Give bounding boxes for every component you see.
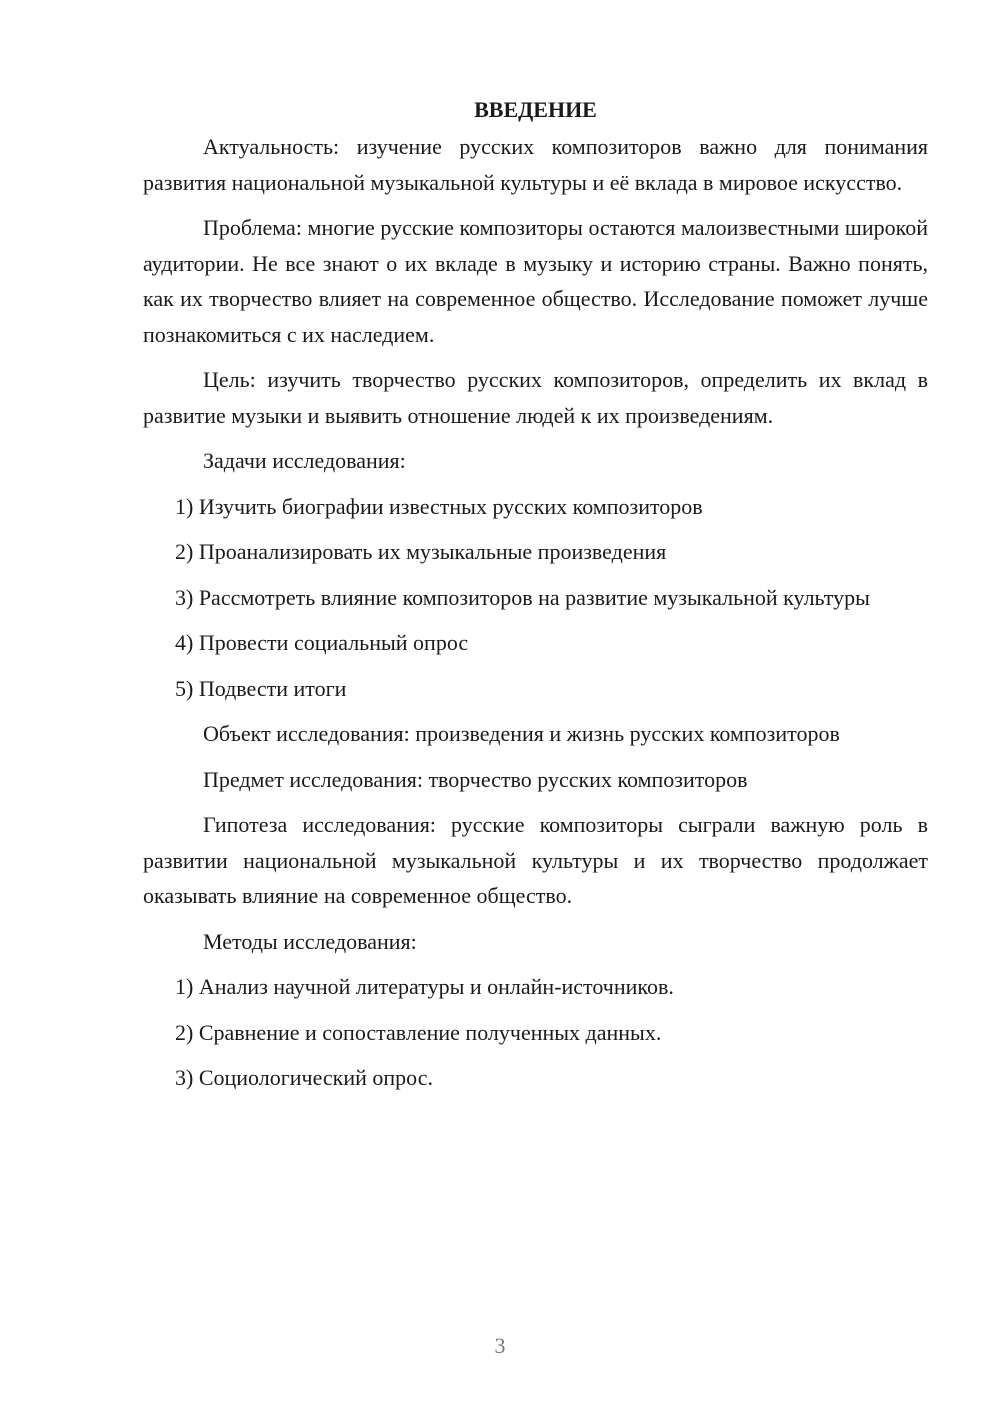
task-item: 1) Изучить биографии известных русских композиторов: [175, 493, 703, 519]
method-item: 2) Сравнение и сопоставление полученных данных.: [175, 1019, 662, 1045]
object-paragraph: Объект исследования: произведения и жизнь русских композиторов: [203, 721, 840, 746]
task-item: 5) Подвести итоги: [175, 675, 347, 701]
page-number: 3: [494, 1333, 506, 1358]
task-item: 2) Проанализировать их музыкальные произведения: [175, 539, 667, 564]
section-heading: ВВЕДЕНИЕ: [474, 97, 597, 122]
task-item: 4) Провести социальный опрос: [175, 630, 469, 655]
goal-paragraph: Цель: изучить творчество русских композиторов, определить их вклад в развитие музыки и выявить отношение людей к их произведениям.: [143, 367, 928, 428]
hypothesis-paragraph: Гипотеза исследования: русские композиторы сыграли важную роль в развитии национальной музыкальной культуры и их творчество продолжает оказывать влияние на современное общество.: [143, 812, 928, 908]
tasks-label: Задачи исследования:: [203, 448, 406, 473]
methods-label: Методы исследования:: [203, 928, 417, 954]
method-item: 1) Анализ научной литературы и онлайн-источников.: [175, 974, 674, 999]
problem-paragraph: Проблема: многие русские композиторы остаются малоизвестными широкой аудитории. Не все знают о их вкладе в музыку и историю страны. Важно понять, как их творчество влияет на современное общество. Исследование поможет лучше познакомиться с их наследием.: [143, 215, 928, 347]
page-content: [143, 93, 928, 1106]
subject-paragraph: Предмет исследования: творчество русских композиторов: [203, 766, 748, 792]
task-item: 3) Рассмотреть влияние композиторов на развитие музыкальной культуры: [175, 584, 870, 610]
method-item: 3) Социологический опрос.: [175, 1065, 433, 1090]
relevance-paragraph: Актуальность: изучение русских композиторов важно для понимания развития национальной музыкальной культуры и её вклада в мировое искусство.: [143, 134, 928, 195]
